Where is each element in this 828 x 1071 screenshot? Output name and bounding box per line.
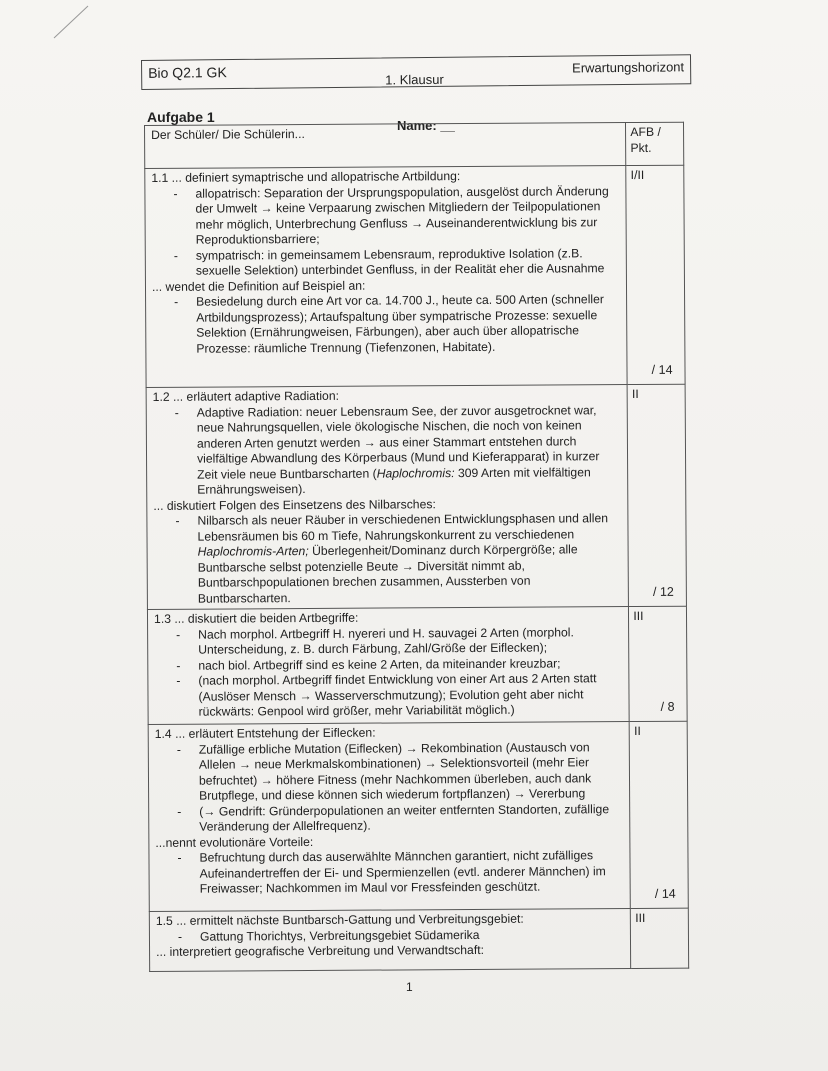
list-item: - Befruchtung durch das auserwählte Männchen garantiert, nicht zufälliges Aufeinandertreffen der Ei- und Spermienzellen (evtl. anderer Männchen) im Freiwasser; Nachkommen im Maul vor Fressfeinden geschützt. [199, 848, 624, 897]
task-text: 1.1 ... definiert symaptrische und allopatrische Artbildung: [151, 169, 461, 185]
table-row [149, 908, 688, 971]
task-cell-1-3 [147, 607, 629, 725]
afb-level: II [634, 723, 641, 739]
bullet-list [151, 184, 620, 280]
afb-cell [626, 165, 685, 384]
afb-header-line-2: Pkt. [630, 140, 652, 155]
afb-level: II [631, 386, 639, 402]
task-cell-1-5 [149, 909, 631, 972]
afb-cell [629, 606, 687, 721]
task-cell-1-2 [146, 385, 629, 610]
table-row [146, 384, 686, 609]
text-segment: 309 Arten mit vielfältigen Ernährungsweisen). [197, 464, 591, 497]
afb-level: III [635, 910, 646, 926]
name-field-label: Name: __ [397, 118, 455, 133]
table-row [148, 721, 688, 911]
afb-level: III [633, 608, 644, 624]
list-item: - Nach morphol. Artbegriff H. nyereri und H. sauvagei 2 Arten (morphol. Unterscheidung, z. B. durch Färbung, Zahl/Größe der Eiflecken); [198, 625, 623, 659]
list-item: - sympatrisch: in gemeinsamem Lebensraum, reproduktive Isolation (z.B. sexuelle Selektion) unterbindet Genfluss, in der Realität eher die Ausnahme [196, 246, 621, 280]
text-segment: Überlegenheit/Dominanz durch Körpergröße; alle Buntbarsche selbst potenzielle Beute → Diversität nimmt ab, Buntbarschpopulationen brechen zusammen, Aussterben von Buntbarscharten. [197, 542, 578, 606]
header-box [141, 54, 691, 90]
points-field: / 14 [651, 362, 673, 377]
page-number: 1 [406, 980, 413, 994]
italic-genus: Haplochromis-Arten; [197, 544, 309, 559]
exam-label: 1. Klausur [385, 71, 444, 88]
bullet-list [154, 625, 623, 721]
column-header-student: Der Schüler/ Die Schülerin... [145, 123, 627, 169]
afb-header-line-1: AFB / [630, 124, 661, 140]
points-field: / 8 [660, 699, 675, 714]
list-item: - nach biol. Artbegriff sind es keine 2 Arten, da miteinander kreuzbar; [198, 656, 622, 674]
afb-cell [631, 908, 689, 968]
afb-level: I/II [630, 167, 645, 183]
task-text: 1.5 ... ermittelt nächste Buntbarsch-Gattung und Verbreitungsgebiet: [155, 911, 524, 928]
subtask-text: ... wendet die Definition auf Beispiel an: [151, 278, 366, 294]
task-text: 1.3 ... diskutiert die beiden Artbegriffe: [153, 610, 359, 626]
bullet-list [153, 511, 622, 607]
subtask-text: ... interpretiert geografische Verbreitung und Verwandtschaft: [156, 942, 484, 959]
task-text: 1.2 ... erläutert adaptive Radiation: [152, 388, 340, 404]
expectation-table [144, 122, 689, 977]
list-item: - Gattung Thorichtys, Verbreitungsgebiet Südamerika [200, 927, 624, 945]
task-heading: Aufgabe 1 [147, 109, 215, 125]
list-item: - allopatrisch: Separation der Ursprungspopulation, ausgelöst durch Änderung der Umwelt → keine Verpaarung zwischen Mitgliedern der Teilpopulationen mehr möglich, Unterbrechung Genfluss → Auseinanderentwicklung bis zur Reproduktionsbarriere; [195, 184, 620, 249]
text-segment: Nilbarsch als neuer Räuber in verschiedenen Entwicklungsphasen und allen Lebensräumen bis 60 m Tiefe, Nahrungskonkurrent zu verschiedenen [197, 511, 609, 544]
list-item [197, 403, 622, 499]
points-field: / 14 [654, 886, 676, 901]
bullet-list [156, 927, 624, 945]
table-header-row [145, 122, 684, 168]
table-row [147, 606, 687, 724]
bullet-list [155, 848, 624, 897]
list-item: - Zufällige erbliche Mutation (Eiflecken) → Rekombination (Austausch von Allelen → neue Merkmalskombinationen) → Selektionsvorteil (mehr Eier befruchtet) → höhere Fitness (mehr Nachkommen überleben, auch dank Brutpflege, und diese können sich wiederum fortpflanzen) → Vererbung [199, 740, 624, 805]
text-segment: Adaptive Radiation: neuer Lebensraum See, der zuvor ausgetrocknet war, neue Nahrungsquellen, viele ökologische Nischen, die noch von keinen anderen Arten genutzt werden → aus einer Stammart entstehen durch vielfältige Abwandlung des Körperbaus (Mund und Kieferapparat) in kurzer Zeit viele neue Buntbarscharten ( [196, 402, 600, 482]
points-field: / 12 [652, 584, 674, 599]
task-text: 1.4 ... erläutert Entstehung der Eiflecken: [154, 725, 376, 741]
pen-stroke-mark [52, 4, 92, 40]
course-label: Bio Q2.1 GK [148, 64, 227, 81]
subtask-text: ... diskutiert Folgen des Einsetzens des Nilbarsches: [153, 496, 436, 513]
afb-cell [629, 721, 688, 908]
list-item: - Besiedelung durch eine Art vor ca. 14.700 J., heute ca. 500 Arten (schneller Artbildungsprozess); Artaufspaltung über sympatrische Prozesse: sexuelle Selektion (Ernährungweisen, Färbungen), aber auch über allopatrische Prozesse: räumliche Trennung (Tiefenzonen, Habitate). [196, 292, 621, 357]
bullet-list [152, 292, 621, 357]
afb-cell [627, 384, 686, 606]
list-item: - (nach morphol. Artbegriff findet Entwicklung von einer Art aus 2 Arten statt (Auslöser Mensch → Wasserverschmutzung); Evolution geht aber nicht rückwärts: Genpool wird größer, mehr Variabilität möglich.) [198, 671, 623, 720]
task-cell-1-1 [145, 166, 628, 388]
list-item [197, 511, 622, 607]
bullet-list [153, 403, 622, 499]
doc-type-label: Erwartungshorizont [572, 59, 685, 76]
column-header-afb [626, 122, 684, 165]
subtask-text: ...nennt evolutionäre Vorteile: [155, 834, 314, 850]
italic-genus: Haplochromis: [376, 465, 455, 481]
list-item: - (→ Gendrift: Gründerpopulationen an weiter entfernten Standorten, zufällige Veränderung der Allelfrequenz). [199, 802, 624, 836]
bullet-list [155, 740, 624, 836]
task-cell-1-4 [148, 722, 630, 912]
table-row [145, 165, 685, 387]
